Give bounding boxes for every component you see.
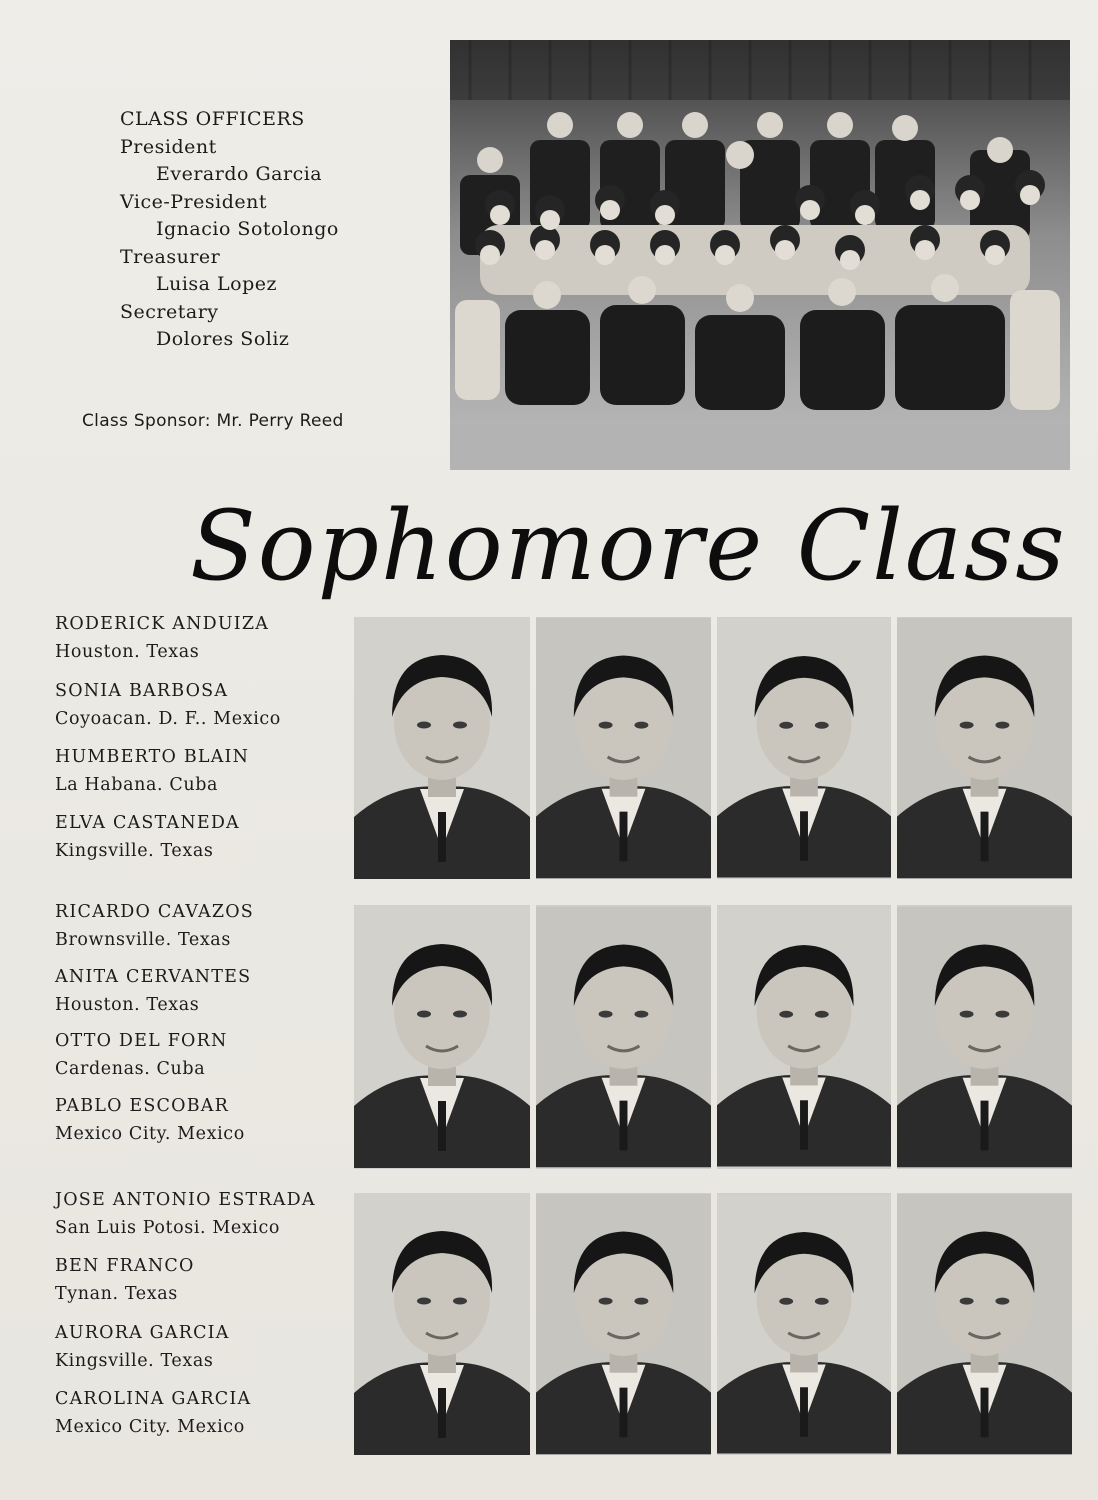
student-portrait (897, 905, 1072, 1169)
student-name: AURORA GARCIA (55, 1323, 230, 1343)
officer-role: Treasurer (120, 245, 221, 268)
student-portrait (897, 617, 1072, 879)
student-name: PABLO ESCOBAR (55, 1096, 229, 1116)
student-entry (55, 1189, 355, 1240)
officer-name: Luisa Lopez (156, 273, 278, 295)
student-name: OTTO DEL FORN (55, 1031, 228, 1051)
student-name: RODERICK ANDUIZA (55, 614, 270, 634)
student-hometown: San Luis Potosi. Mexico (55, 1218, 281, 1238)
student-name: RICARDO CAVAZOS (55, 902, 254, 922)
student-hometown: Coyoacan. D. F.. Mexico (55, 709, 281, 729)
class-sponsor: Class Sponsor: Mr. Perry Reed (82, 411, 344, 431)
student-hometown: Kingsville. Texas (55, 1351, 214, 1371)
student-portrait (536, 905, 711, 1169)
student-entry (55, 1388, 355, 1439)
student-name: CAROLINA GARCIA (55, 1389, 252, 1409)
student-portrait (717, 1193, 891, 1455)
student-hometown: Mexico City. Mexico (55, 1124, 245, 1144)
student-entry (55, 680, 355, 731)
student-entry (55, 966, 355, 1017)
officer-name: Ignacio Sotolongo (156, 218, 339, 240)
officer-role: Secretary (120, 300, 219, 323)
class-group-photo (450, 40, 1070, 470)
student-hometown: Houston. Texas (55, 995, 200, 1015)
officer-role: President (120, 135, 217, 158)
student-hometown: Brownsville. Texas (55, 930, 231, 950)
student-portrait (354, 1193, 530, 1455)
student-portrait (717, 905, 891, 1169)
student-portrait (897, 1193, 1072, 1455)
student-hometown: Mexico City. Mexico (55, 1417, 245, 1437)
page-title: Sophomore Class (190, 490, 1067, 602)
student-portrait (536, 617, 711, 879)
student-entry (55, 812, 355, 863)
student-entry (55, 1255, 355, 1306)
student-hometown: Houston. Texas (55, 642, 200, 662)
officer-name: Dolores Soliz (156, 328, 290, 350)
student-entry (55, 1322, 355, 1373)
student-entry (55, 746, 355, 797)
student-portrait (717, 617, 891, 879)
student-name: JOSE ANTONIO ESTRADA (55, 1190, 316, 1210)
student-name: ELVA CASTANEDA (55, 813, 240, 833)
student-entry (55, 1030, 355, 1081)
student-name: ANITA CERVANTES (55, 967, 252, 987)
student-portrait (536, 1193, 711, 1455)
student-hometown: Tynan. Texas (55, 1284, 178, 1304)
student-name: SONIA BARBOSA (55, 681, 229, 701)
officer-role: Vice-President (120, 190, 267, 213)
student-portrait (354, 905, 530, 1169)
student-hometown: Cardenas. Cuba (55, 1059, 206, 1079)
student-name: HUMBERTO BLAIN (55, 747, 250, 767)
student-entry (55, 613, 355, 664)
student-entry (55, 1095, 355, 1146)
student-portrait (354, 617, 530, 879)
officer-name: Everardo Garcia (156, 163, 323, 185)
student-name: BEN FRANCO (55, 1256, 195, 1276)
student-hometown: La Habana. Cuba (55, 775, 219, 795)
officers-heading: CLASS OFFICERS (120, 108, 305, 130)
class-officers (120, 106, 339, 354)
student-hometown: Kingsville. Texas (55, 841, 214, 861)
student-entry (55, 901, 355, 952)
